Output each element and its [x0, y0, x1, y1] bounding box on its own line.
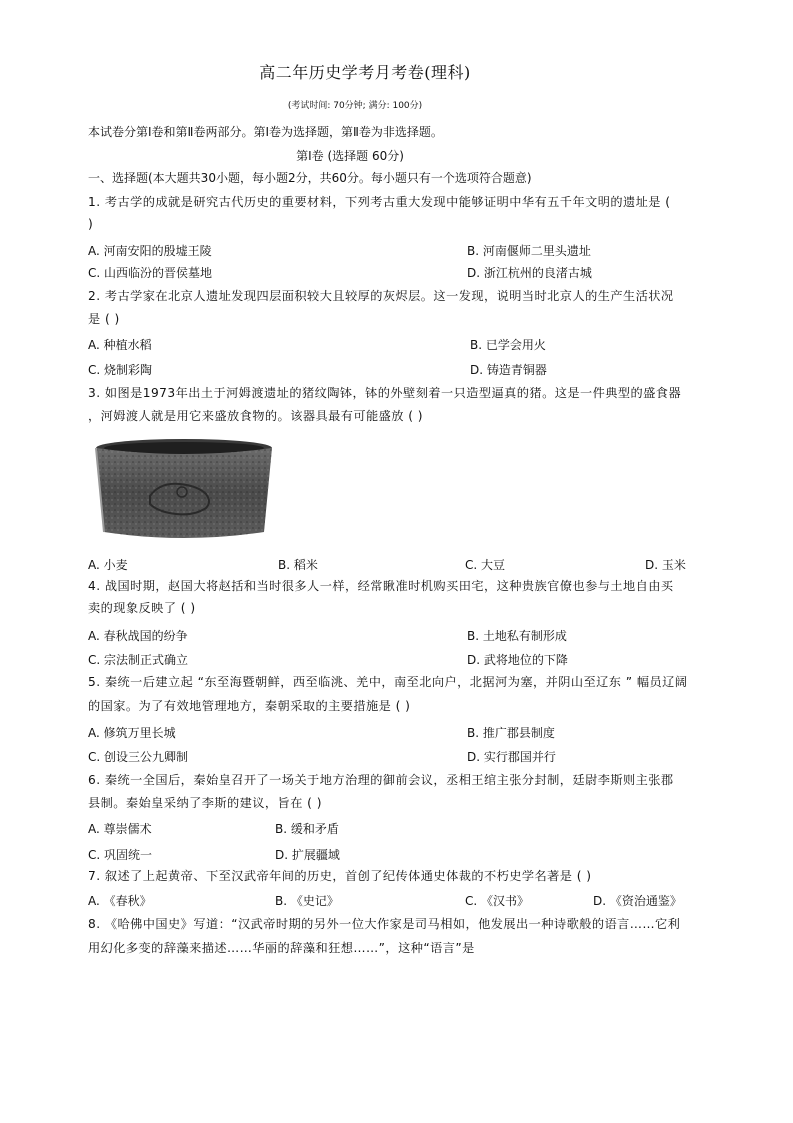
q6-option-a: A. 尊崇儒术	[88, 822, 152, 836]
question-3-line-1: 3. 如图是1973年出土于河姆渡遗址的猪纹陶钵，钵的外壁刻着一只造型逼真的猪。这是一件典型的盛食器	[88, 386, 682, 400]
question-4-line-2: 卖的现象反映了 ( )	[88, 601, 196, 615]
q3-option-b: B. 稻米	[278, 558, 318, 572]
q7-option-b: B. 《史记》	[275, 894, 339, 908]
q5-option-b: B. 推广郡县制度	[467, 726, 555, 740]
exam-info: (考试时间: 70分钟; 满分: 100分)	[287, 101, 423, 111]
q3-option-c: C. 大豆	[465, 558, 506, 572]
q1-option-a: A. 河南安阳的殷墟王陵	[88, 244, 212, 258]
q1-option-c: C. 山西临汾的晋侯墓地	[88, 266, 213, 280]
q5-option-a: A. 修筑万里长城	[88, 726, 176, 740]
q1-option-d: D. 浙江杭州的良渚古城	[467, 266, 592, 280]
q2-option-d: D. 铸造青铜器	[470, 363, 547, 377]
part1-heading: 第Ⅰ卷 (选择题 60分)	[296, 149, 404, 163]
question-8-line-1: 8. 《哈佛中国史》写道：“汉武帝时期的另外一位大作家是司马相如，他发展出一种诗歌般的语言……它利	[88, 917, 681, 931]
q6-option-b: B. 缓和矛盾	[275, 822, 339, 836]
q4-option-c: C. 宗法制正式确立	[88, 653, 189, 667]
question-4-line-1: 4. 战国时期，赵国大将赵括和当时很多人一样，经常瞅准时机购买田宅，这种贵族官僚也参与土地自由买	[88, 579, 674, 593]
question-6-line-1: 6. 秦统一全国后，秦始皇召开了一场关于地方治理的御前会议，丞相王绾主张分封制，廷尉李斯则主张郡	[88, 773, 674, 787]
page-title: 高二年历史学考月考卷(理科)	[259, 63, 471, 82]
q7-option-d: D. 《资治通鉴》	[593, 894, 682, 908]
q1-option-b: B. 河南偃师二里头遗址	[467, 244, 591, 258]
pig-pattern-pottery-bowl-illustration	[90, 436, 278, 544]
question-1-line-2: )	[88, 217, 94, 231]
question-6-line-2: 县制。秦始皇采纳了李斯的建议，旨在 ( )	[88, 796, 322, 810]
question-1-line-1: 1. 考古学的成就是研究古代历史的重要材料，下列考古重大发现中能够证明中华有五千年文明的遗址是 (	[88, 195, 671, 209]
q4-option-d: D. 武将地位的下降	[467, 653, 568, 667]
q4-option-a: A. 春秋战国的纷争	[88, 629, 188, 643]
question-3-line-2: ，河姆渡人就是用它来盛放食物的。该器具最有可能盛放 ( )	[88, 409, 423, 423]
q7-option-c: C. 《汉书》	[465, 894, 530, 908]
q6-option-d: D. 扩展疆域	[275, 848, 340, 862]
q7-option-a: A. 《春秋》	[88, 894, 152, 908]
question-2-line-1: 2. 考古学家在北京人遗址发现四层面积较大且较厚的灰烬层。这一发现，说明当时北京人的生产生活状况	[88, 289, 674, 303]
question-7-line-1: 7. 叙述了上起黄帝、下至汉武帝年间的历史，首创了纪传体通史体裁的不朽史学名著是 ( )	[88, 869, 592, 883]
section-heading: 一、选择题(本大题共30小题，每小题2分，共60分。每小题只有一个选项符合题意)	[88, 171, 532, 185]
question-5-line-2: 的国家。为了有效地管理地方，秦朝采取的主要措施是 ( )	[88, 699, 411, 713]
question-5-line-1: 5. 秦统一后建立起 “东至海暨朝鲜，西至临洮、羌中，南至北向户，北据河为塞，并阴山至辽东 ” 幅员辽阔	[88, 675, 688, 689]
q4-option-b: B. 土地私有制形成	[467, 629, 567, 643]
q6-option-c: C. 巩固统一	[88, 848, 153, 862]
pottery-bowl-image	[90, 436, 278, 544]
q3-option-d: D. 玉米	[645, 558, 686, 572]
q2-option-a: A. 种植水稻	[88, 338, 152, 352]
intro-text: 本试卷分第Ⅰ卷和第Ⅱ卷两部分。第Ⅰ卷为选择题，第Ⅱ卷为非选择题。	[88, 125, 443, 139]
q3-option-a: A. 小麦	[88, 558, 128, 572]
question-2-line-2: 是 ( )	[88, 312, 120, 326]
question-8-line-2: 用幻化多变的辞藻来描述……华丽的辞藻和狂想……”，这种“语言”是	[88, 941, 475, 955]
q5-option-d: D. 实行郡国并行	[467, 750, 556, 764]
q2-option-c: C. 烧制彩陶	[88, 363, 153, 377]
q5-option-c: C. 创设三公九卿制	[88, 750, 189, 764]
q2-option-b: B. 已学会用火	[470, 338, 546, 352]
